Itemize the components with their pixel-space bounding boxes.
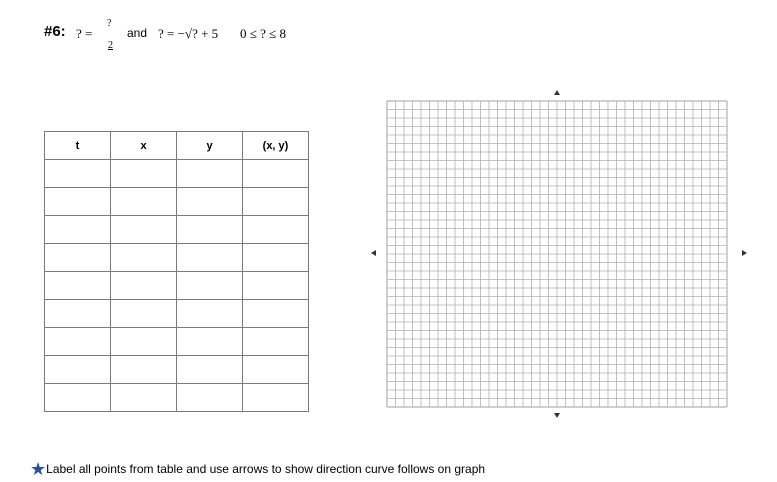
arrow-down-icon — [554, 413, 560, 418]
arrow-up-icon — [554, 90, 560, 95]
header-y: y — [177, 132, 243, 160]
x-denominator: 2 — [108, 40, 113, 51]
table-cell[interactable] — [243, 272, 309, 300]
table-cell[interactable] — [111, 188, 177, 216]
header-xy: (x, y) — [243, 132, 309, 160]
table-cell[interactable] — [177, 272, 243, 300]
table-cell[interactable] — [111, 160, 177, 188]
domain-inequality: 0 ≤ ? ≤ 8 — [240, 26, 287, 41]
problem-statement — [44, 18, 364, 58]
table-cell[interactable] — [111, 300, 177, 328]
instruction-text: Label all points from table and use arrows to show direction curve follows on graph — [46, 462, 486, 476]
instruction — [30, 457, 485, 478]
table-row — [45, 300, 309, 328]
x-numerator: ? — [107, 18, 112, 29]
table-cell[interactable] — [177, 356, 243, 384]
grid-lines — [387, 101, 727, 407]
table-cell[interactable] — [45, 356, 111, 384]
table-cell[interactable] — [45, 160, 111, 188]
connector-text: and — [127, 26, 148, 40]
table-cell[interactable] — [177, 328, 243, 356]
table-cell[interactable] — [45, 188, 111, 216]
table-body — [45, 160, 309, 412]
table-row — [45, 272, 309, 300]
y-equation: ? = −√? + 5 — [158, 26, 219, 41]
table-cell[interactable] — [111, 384, 177, 412]
table-row — [45, 188, 309, 216]
table-cell[interactable] — [111, 356, 177, 384]
table-cell[interactable] — [243, 384, 309, 412]
star-icon: ★ — [30, 459, 47, 479]
x-equation-lhs: ? = — [76, 26, 93, 41]
table-cell[interactable] — [177, 216, 243, 244]
table-cell[interactable] — [243, 188, 309, 216]
values-table — [44, 131, 309, 412]
table-cell[interactable] — [243, 160, 309, 188]
table-row — [45, 328, 309, 356]
table-cell[interactable] — [111, 244, 177, 272]
table-cell[interactable] — [45, 216, 111, 244]
table-cell[interactable] — [177, 384, 243, 412]
header-x: x — [111, 132, 177, 160]
table-cell[interactable] — [111, 328, 177, 356]
table-cell[interactable] — [177, 160, 243, 188]
table-cell[interactable] — [45, 328, 111, 356]
coordinate-grid — [360, 82, 760, 422]
table-cell[interactable] — [45, 300, 111, 328]
table-cell[interactable] — [177, 244, 243, 272]
table-cell[interactable] — [243, 300, 309, 328]
table-cell[interactable] — [111, 216, 177, 244]
table-row — [45, 216, 309, 244]
table-row — [45, 244, 309, 272]
table-cell[interactable] — [177, 300, 243, 328]
table-cell[interactable] — [177, 188, 243, 216]
table-row — [45, 384, 309, 412]
header-t: t — [45, 132, 111, 160]
arrow-right-icon — [742, 250, 747, 256]
table-cell[interactable] — [45, 272, 111, 300]
table-cell[interactable] — [243, 244, 309, 272]
table-cell[interactable] — [243, 328, 309, 356]
table-row — [45, 160, 309, 188]
table-header-row — [45, 132, 309, 160]
arrow-left-icon — [371, 250, 376, 256]
table-cell[interactable] — [111, 272, 177, 300]
table-cell[interactable] — [45, 384, 111, 412]
table-cell[interactable] — [243, 216, 309, 244]
table-cell[interactable] — [45, 244, 111, 272]
table-row — [45, 356, 309, 384]
problem-number: #6: — [44, 23, 66, 40]
table-cell[interactable] — [243, 356, 309, 384]
